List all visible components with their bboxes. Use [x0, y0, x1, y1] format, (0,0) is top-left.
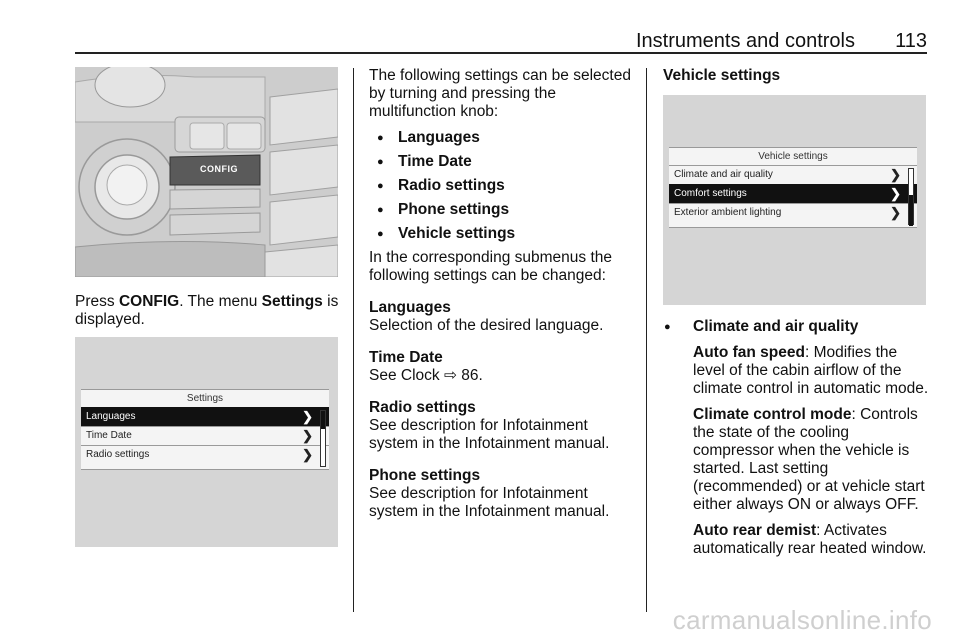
climate-control-mode-text: Climate control mode: Controls the state of the cooling compressor when the vehicle is started. Last setting (recommended) or at vehicle start either always ON or always OFF. — [693, 406, 925, 513]
config-button-label: CONFIG — [200, 164, 238, 174]
screen-title: Settings — [186, 393, 224, 404]
intro-text: The following settings can be selected by turning and pressing the multifunction knob: — [369, 67, 631, 120]
climate-air-quality-item — [664, 318, 929, 558]
scrollbar — [320, 410, 326, 467]
screen-title: Vehicle settings — [758, 151, 828, 162]
list-item: ● Languages — [369, 129, 639, 153]
chevron-right-icon: ❯ — [302, 447, 313, 462]
menu-row-radio-settings: Radio settings ❯ — [81, 445, 329, 464]
submenu-intro: In the corresponding submenus the following settings can be changed: — [369, 249, 612, 284]
config-caption: Press CONFIG. The menu Settings is displayed. — [75, 293, 339, 328]
section-heading: Radio settings — [369, 399, 476, 416]
settings-display-illustration — [75, 337, 338, 547]
menu-row-comfort: Comfort settings ❯ — [669, 184, 917, 203]
section-body: See description for Infotainment system in the Infotainment manual. — [369, 485, 610, 520]
section-radio-settings — [369, 399, 639, 453]
auto-fan-speed-text: Auto fan speed: Modifies the level of the cabin airflow of the climate control in automatic mode. — [693, 344, 929, 397]
vehicle-settings-screen — [669, 147, 917, 228]
column-divider-1 — [353, 68, 354, 612]
settings-screen — [81, 389, 329, 470]
scrollbar-thumb — [909, 195, 913, 226]
menu-row-languages: Languages ❯ — [81, 407, 329, 426]
section-body: See Clock ⇨ 86. — [369, 367, 483, 384]
list-item: ● Phone settings — [369, 201, 639, 225]
auto-rear-demist-text: Auto rear demist: Activates automatically rear heated window. — [693, 522, 927, 557]
section-languages — [369, 299, 639, 335]
middle-column — [369, 67, 639, 521]
scrollbar — [908, 168, 914, 225]
chevron-right-icon: ❯ — [302, 428, 313, 443]
menu-row-time-date: Time Date ❯ — [81, 426, 329, 445]
page-number: 113 — [895, 30, 927, 52]
section-time-date — [369, 349, 639, 385]
item-title: Climate and air quality — [693, 318, 859, 335]
section-body: Selection of the desired language. — [369, 317, 604, 334]
section-heading: Languages — [369, 299, 451, 316]
chevron-right-icon: ❯ — [302, 409, 313, 424]
watermark: carmanualsonline.info — [672, 605, 932, 635]
menu-row-exterior-lighting: Exterior ambient lighting ❯ — [669, 203, 917, 222]
menu-row-climate: Climate and air quality ❯ — [669, 165, 917, 184]
list-item: ● Vehicle settings — [369, 225, 639, 243]
config-button-illustration — [75, 67, 338, 277]
section-phone-settings — [369, 467, 639, 521]
section-heading: Phone settings — [369, 467, 481, 484]
scrollbar-thumb — [321, 411, 325, 429]
chevron-right-icon: ❯ — [890, 186, 901, 201]
page-header — [75, 30, 927, 52]
settings-menu-name: Settings — [261, 293, 323, 310]
bullet-icon: ● — [664, 321, 671, 333]
config-key-name: CONFIG — [118, 293, 180, 310]
section-heading: Time Date — [369, 349, 443, 366]
column-divider-2 — [646, 68, 647, 612]
section-title: Instruments and controls — [636, 30, 855, 52]
header-divider — [75, 52, 927, 54]
section-body: See description for Infotainment system in the Infotainment manual. — [369, 417, 610, 452]
list-item: ● Time Date — [369, 153, 639, 177]
vehicle-settings-display-illustration — [663, 95, 926, 305]
vehicle-settings-heading-wrap — [663, 67, 928, 85]
chevron-right-icon: ❯ — [890, 167, 901, 182]
settings-list — [369, 129, 639, 243]
vehicle-settings-heading: Vehicle settings — [663, 67, 781, 84]
list-item: ● Radio settings — [369, 177, 639, 201]
chevron-right-icon: ❯ — [890, 205, 901, 220]
